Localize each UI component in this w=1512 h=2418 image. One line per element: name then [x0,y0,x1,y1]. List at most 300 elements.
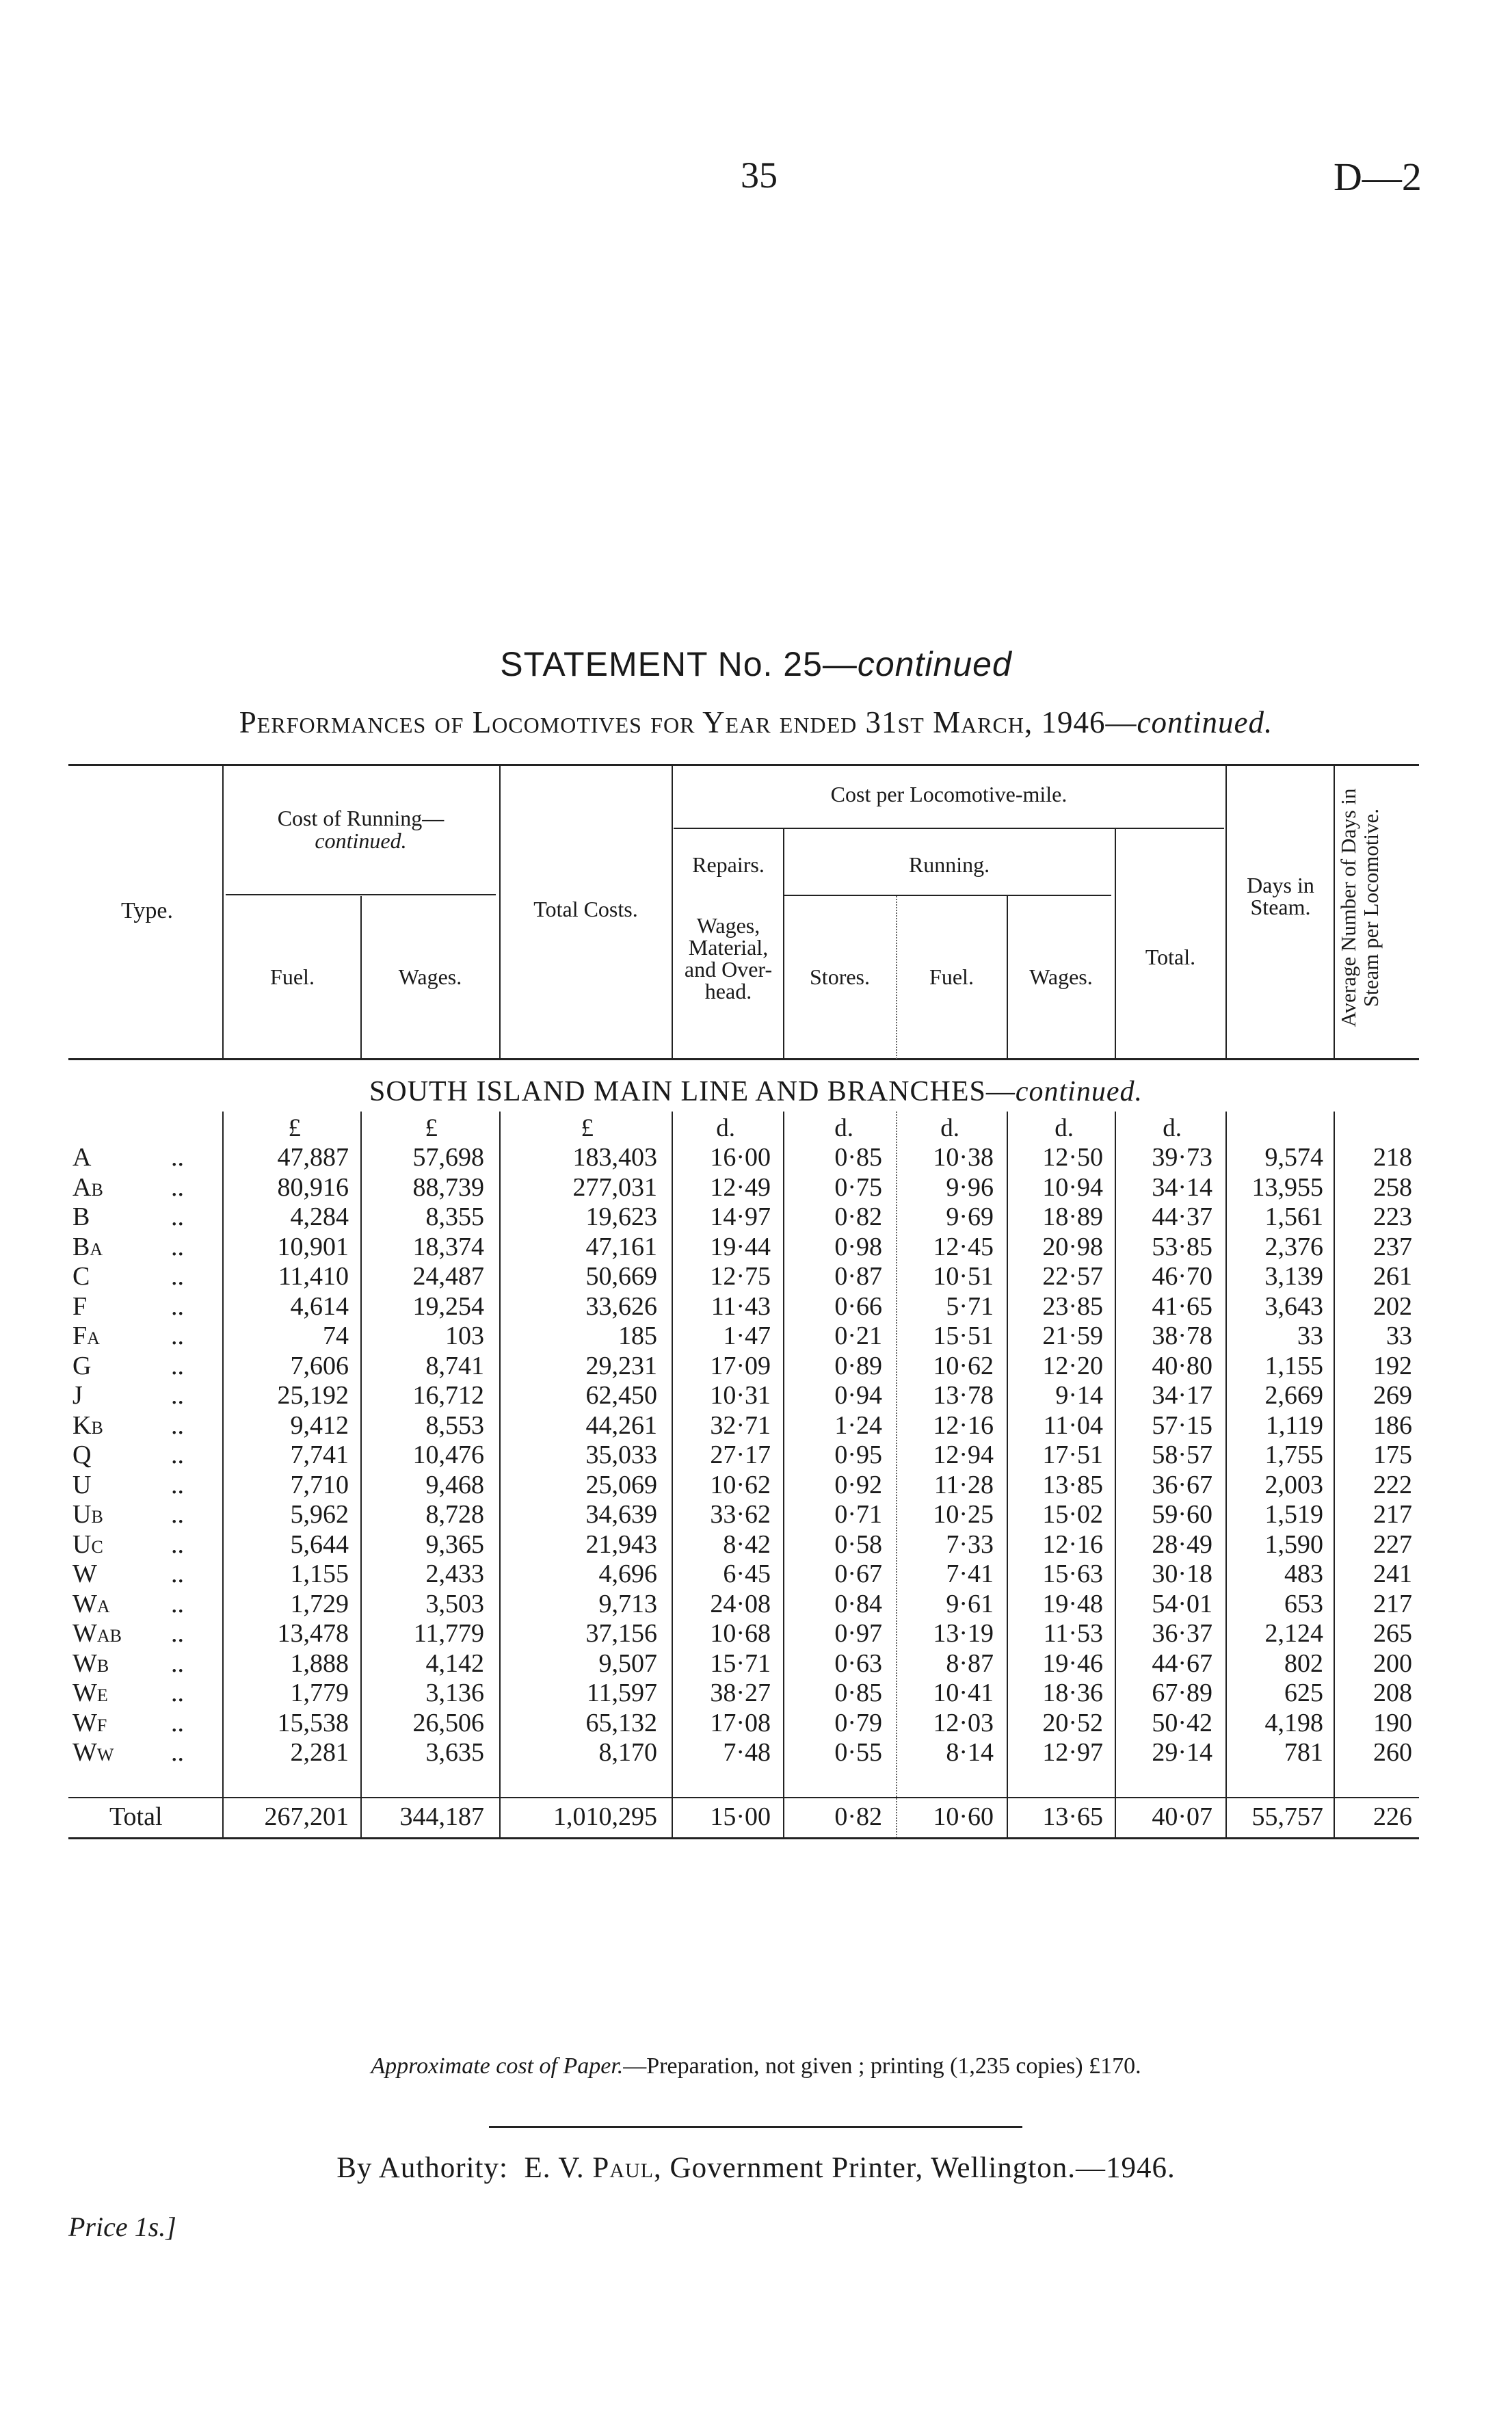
locomotive-type [72,1232,103,1262]
leader-dots: .. [171,1381,184,1410]
cell-days: 2,669 [1264,1381,1323,1410]
locomotive-type [72,1618,122,1648]
cell-total-costs: 11,597 [586,1679,657,1707]
cell-fuel: 80,916 [277,1172,349,1202]
locomotive-type-class: U [72,1529,92,1559]
cell-fuel: 4,614 [290,1291,349,1321]
cell-repairs: 12·49 [710,1172,771,1202]
price: Price 1s.] [68,2211,176,2242]
unit-wages: £ [425,1114,438,1142]
statement-title [0,644,1512,684]
cell-days: 3,139 [1264,1262,1323,1291]
locomotive-type-subclass: W [96,1745,114,1765]
table-row [0,1410,1512,1440]
table-row [0,1172,1512,1202]
cell-total-costs: 8,170 [598,1738,657,1767]
table-row [0,1737,1512,1767]
header-vline [222,766,224,1059]
cell-repairs: 10·62 [710,1470,771,1499]
cell-run-fuel: 9·96 [946,1172,994,1202]
total-wages: 344,187 [399,1802,484,1831]
cell-run-wages: 12·50 [1042,1143,1103,1172]
cell-fuel: 5,962 [290,1500,349,1529]
header-bottom-rule [68,1058,1419,1060]
leader-dots: .. [171,1560,184,1588]
cell-stores: 0·67 [834,1560,882,1588]
locomotive-type-subclass: AB [96,1626,122,1646]
cell-run-fuel: 7·41 [946,1560,994,1588]
cell-wages: 11,779 [413,1619,484,1648]
cell-stores: 0·95 [834,1441,882,1469]
authority-name: E. V. Paul [524,2152,654,2184]
cell-repairs: 24·08 [710,1589,771,1618]
cell-total-costs: 4,696 [598,1560,657,1588]
header-vline [783,829,784,1059]
col-header-total-costs: Total Costs. [533,897,638,921]
cell-stores: 1·24 [834,1410,882,1440]
cell-total-costs: 44,261 [585,1410,657,1440]
paper-cost-label: Approximate cost of Paper. [371,2053,624,2079]
cell-avg: 223 [1373,1203,1412,1231]
cell-stores: 0·98 [834,1232,882,1261]
cell-fuel: 10,901 [277,1232,349,1261]
cell-wages: 3,503 [425,1589,484,1618]
total-avg: 226 [1373,1802,1412,1831]
cell-total: 53·85 [1152,1232,1212,1261]
authority-suffix: , Government Printer, Wellington.—1946. [654,2152,1176,2184]
cell-total: 54·01 [1152,1589,1212,1618]
cell-run-wages: 12·16 [1042,1529,1103,1559]
cell-avg: 227 [1373,1529,1412,1559]
total-run-fuel: 10·60 [933,1802,994,1831]
leader-dots: .. [171,1172,184,1202]
cell-total: 40·80 [1152,1351,1212,1380]
cell-repairs: 33·62 [710,1500,771,1529]
col-header-total: Total. [1145,945,1196,969]
leader-dots: .. [171,1203,184,1231]
table-row [0,1499,1512,1529]
cell-stores: 0·82 [834,1203,882,1231]
header-vline [360,896,362,1059]
total-total-costs: 1,010,295 [553,1802,657,1831]
cell-stores: 0·92 [834,1470,882,1499]
total-label: Total [109,1802,163,1831]
cell-total: 36·67 [1152,1470,1212,1499]
cell-stores: 0·87 [834,1262,882,1291]
col-header-repairs: Repairs. [692,852,765,877]
table-row [0,1232,1512,1261]
cell-run-fuel: 12·03 [933,1708,994,1737]
section-heading [0,1075,1512,1108]
cell-total-costs: 25,069 [585,1470,657,1499]
cell-run-fuel: 11·28 [933,1470,994,1499]
cell-repairs: 19·44 [710,1232,771,1261]
unit-run-wages: d. [1055,1114,1074,1142]
locomotive-type-subclass: B [96,1655,109,1676]
table-row [0,1440,1512,1469]
cell-total-costs: 19,623 [585,1203,657,1231]
cell-run-wages: 15·02 [1042,1500,1103,1529]
unit-total-costs: £ [581,1114,594,1142]
cell-total-costs: 29,231 [585,1351,657,1380]
cell-fuel: 1,155 [290,1560,349,1588]
locomotive-type [72,1351,91,1381]
cell-days: 2,376 [1264,1232,1323,1261]
cell-total-costs: 9,713 [598,1589,657,1618]
cell-run-fuel: 5·71 [946,1291,994,1321]
table-row [0,1291,1512,1321]
cell-days: 1,119 [1265,1410,1323,1440]
cell-fuel: 4,284 [290,1203,349,1231]
cell-run-wages: 9·14 [1055,1381,1103,1410]
cell-days: 3,643 [1264,1291,1323,1321]
cell-avg: 186 [1373,1410,1412,1440]
cell-total: 36·37 [1152,1619,1212,1648]
locomotive-type [72,1737,114,1767]
cell-days: 4,198 [1264,1708,1323,1737]
leader-dots: .. [171,1291,184,1321]
cell-run-wages: 11·53 [1043,1619,1103,1648]
cell-avg: 175 [1373,1441,1412,1469]
cell-fuel: 7,710 [290,1470,349,1499]
cell-fuel: 25,192 [277,1381,349,1410]
cell-total: 38·78 [1152,1322,1212,1350]
header-vline [672,766,673,1059]
cell-run-fuel: 10·25 [933,1500,994,1529]
header-vline [1007,896,1008,1059]
header-vline [1115,829,1116,1059]
cell-run-fuel: 12·45 [933,1232,994,1261]
table-row [0,1559,1512,1588]
cell-wages: 26,506 [412,1708,484,1737]
cell-avg: 258 [1373,1172,1412,1202]
cell-avg: 218 [1373,1143,1412,1172]
cell-run-fuel: 12·16 [933,1410,994,1440]
cell-fuel: 74 [323,1322,349,1350]
cell-run-wages: 18·89 [1042,1203,1103,1231]
cell-repairs: 17·08 [710,1708,771,1737]
locomotive-type [72,1142,91,1172]
cell-fuel: 15,538 [277,1708,349,1737]
leader-dots: .. [171,1708,184,1737]
leader-dots: .. [171,1410,184,1440]
cell-run-wages: 13·85 [1042,1470,1103,1499]
cell-repairs: 17·09 [710,1351,771,1380]
cell-repairs: 27·17 [710,1441,771,1469]
section-heading-prefix: SOUTH ISLAND MAIN LINE AND BRANCHES— [369,1076,1016,1107]
cell-stores: 0·75 [834,1172,882,1202]
cell-repairs: 11·43 [711,1291,771,1321]
cell-total-costs: 47,161 [585,1232,657,1261]
total-repairs: 15·00 [710,1802,771,1831]
cell-repairs: 15·71 [710,1648,771,1678]
col-header-cost-of-running: Cost of Running— [277,806,445,830]
col-header-avg-days: Average Number of Days in Steam per Locomotive. [1336,788,1383,1027]
cell-run-fuel: 10·41 [933,1679,994,1707]
locomotive-type-class: W [72,1708,97,1737]
cell-repairs: 1·47 [723,1322,771,1350]
table-row [0,1351,1512,1380]
cell-days: 1,155 [1264,1351,1323,1380]
cell-total: 46·70 [1152,1262,1212,1291]
cell-run-fuel: 9·69 [946,1203,994,1231]
cell-avg: 192 [1373,1351,1412,1380]
cell-run-wages: 15·63 [1042,1560,1103,1588]
locomotive-type [72,1172,103,1203]
cell-days: 9,574 [1264,1143,1323,1172]
cell-wages: 4,142 [425,1648,484,1678]
locomotive-type-class: A [72,1143,92,1172]
leader-dots: .. [171,1232,184,1261]
statement-title-prefix: STATEMENT No. 25— [500,645,858,683]
table-title [0,705,1512,740]
locomotive-type-subclass: A [87,1328,100,1348]
cost-running-divider [226,894,496,895]
cell-wages: 8,355 [425,1203,484,1231]
section-heading-suffix: continued. [1015,1076,1143,1107]
table-top-rule [68,764,1419,766]
cell-fuel: 1,888 [290,1648,349,1678]
locomotive-type-class: A [72,1172,92,1202]
cell-total: 28·49 [1152,1529,1212,1559]
locomotive-type-class: J [72,1381,83,1410]
cell-total-costs: 277,031 [572,1172,657,1202]
cell-total: 29·14 [1152,1738,1212,1767]
cell-stores: 0·55 [834,1738,882,1767]
cell-wages: 8,553 [425,1410,484,1440]
cell-run-fuel: 15·51 [933,1322,994,1350]
cell-total-costs: 185 [618,1322,657,1350]
cell-days: 625 [1284,1679,1323,1707]
table-row [0,1529,1512,1559]
locomotive-type [72,1529,103,1560]
locomotive-type-class: B [72,1232,90,1261]
cell-fuel: 5,644 [290,1529,349,1559]
locomotive-type-subclass: A [96,1596,110,1616]
cell-days: 1,590 [1264,1529,1323,1559]
header-vline-dotted [896,896,897,1059]
cell-avg: 237 [1373,1232,1412,1261]
cell-days: 483 [1284,1560,1323,1588]
locomotive-type [72,1589,110,1619]
locomotive-type [72,1499,103,1529]
cell-avg: 33 [1386,1322,1412,1350]
total-row [0,1802,1512,1833]
cell-total: 50·42 [1152,1708,1212,1737]
cell-total: 39·73 [1152,1143,1212,1172]
locomotive-type-subclass: C [91,1536,103,1557]
cell-wages: 2,433 [425,1560,484,1588]
cell-total-costs: 37,156 [585,1619,657,1648]
cell-fuel: 1,779 [290,1679,349,1707]
cell-avg: 217 [1373,1589,1412,1618]
locomotive-type [72,1708,107,1738]
col-header-run-wages: Wages. [1029,964,1093,989]
locomotive-type [72,1202,90,1232]
table-row [0,1380,1512,1410]
leader-dots: .. [171,1738,184,1767]
cell-run-wages: 11·04 [1043,1410,1103,1440]
cell-avg: 217 [1373,1500,1412,1529]
cell-run-wages: 12·20 [1042,1351,1103,1380]
cell-avg: 260 [1373,1738,1412,1767]
cell-wages: 16,712 [412,1381,484,1410]
cell-total-costs: 21,943 [585,1529,657,1559]
locomotive-type-class: K [72,1410,92,1440]
cell-run-fuel: 7·33 [946,1529,994,1559]
cell-run-wages: 10·94 [1042,1172,1103,1202]
table-row [0,1321,1512,1350]
locomotive-type [72,1470,91,1500]
cell-total: 34·17 [1152,1381,1212,1410]
cell-run-wages: 20·98 [1042,1232,1103,1261]
cell-run-fuel: 10·51 [933,1262,994,1291]
cell-run-wages: 17·51 [1042,1441,1103,1469]
cell-wages: 19,254 [412,1291,484,1321]
cell-fuel: 47,887 [277,1143,349,1172]
table-row [0,1202,1512,1231]
leader-dots: .. [171,1500,184,1529]
locomotive-type [72,1261,90,1291]
cell-avg: 261 [1373,1262,1412,1291]
cell-run-wages: 23·85 [1042,1291,1103,1321]
table-row [0,1589,1512,1618]
header-vline [1225,766,1227,1059]
header-vline [1334,766,1335,1059]
cell-wages: 3,136 [425,1679,484,1707]
total-rule [68,1797,1419,1798]
cell-days: 2,124 [1264,1619,1323,1648]
col-header-wages: Wages. [398,964,462,989]
col-header-days-in-steam: Days in Steam. [1247,873,1314,919]
cell-total: 34·14 [1152,1172,1212,1202]
col-header-run-fuel: Fuel. [929,964,974,989]
cell-stores: 0·85 [834,1143,882,1172]
cell-run-fuel: 9·61 [946,1589,994,1618]
leader-dots: .. [171,1648,184,1678]
cell-fuel: 13,478 [277,1619,349,1648]
cell-run-fuel: 12·94 [933,1441,994,1469]
locomotive-type-subclass: F [96,1715,107,1735]
cell-avg: 265 [1373,1619,1412,1648]
cell-fuel: 1,729 [290,1589,349,1618]
locomotive-type-subclass: B [91,1417,103,1438]
locomotive-type-class: W [72,1619,97,1648]
locomotive-type-subclass: B [91,1507,103,1527]
locomotive-type-subclass: A [90,1239,103,1259]
locomotive-type-class: W [72,1589,97,1618]
locomotive-type [72,1380,83,1410]
table-title-prefix: Performances of Locomotives for Year ended 31st March, 1946— [239,705,1137,739]
cell-days: 653 [1284,1589,1323,1618]
cell-wages: 103 [445,1322,484,1350]
cell-stores: 0·94 [834,1381,882,1410]
cell-run-fuel: 10·38 [933,1143,994,1172]
cell-total-costs: 65,132 [585,1708,657,1737]
page-number: 35 [741,155,778,196]
table-row [0,1261,1512,1291]
table-title-suffix: continued. [1137,705,1273,739]
cell-stores: 0·66 [834,1291,882,1321]
locomotive-type-class: W [72,1560,97,1588]
cell-wages: 24,487 [412,1262,484,1291]
leader-dots: .. [171,1262,184,1291]
locomotive-type-class: B [72,1203,90,1231]
cell-avg: 241 [1373,1560,1412,1588]
cell-stores: 0·79 [834,1708,882,1737]
locomotive-type-class: G [72,1351,92,1380]
cell-avg: 269 [1373,1381,1412,1410]
leader-dots: .. [171,1529,184,1559]
cell-wages: 9,365 [425,1529,484,1559]
locomotive-type-subclass: E [96,1685,108,1705]
cell-repairs: 8·42 [723,1529,771,1559]
locomotive-type-class: C [72,1262,90,1291]
cell-fuel: 11,410 [278,1262,349,1291]
cell-total: 57·15 [1152,1410,1212,1440]
cell-wages: 9,468 [425,1470,484,1499]
cell-days: 1,519 [1264,1500,1323,1529]
locomotive-type-class: W [72,1648,97,1678]
cell-stores: 0·84 [834,1589,882,1618]
locomotive-type-class: W [72,1679,97,1707]
cell-days: 1,561 [1264,1203,1323,1231]
document-code: D—2 [1334,155,1422,199]
locomotive-type-class: U [72,1470,92,1499]
unit-fuel: £ [288,1114,301,1142]
unit-total: d. [1163,1114,1182,1142]
cell-run-wages: 19·48 [1042,1589,1103,1618]
col-header-cost-of-running-continued: continued. [315,828,407,853]
cell-days: 2,003 [1264,1470,1323,1499]
cell-run-fuel: 10·62 [933,1351,994,1380]
col-header-repairs-sub: Wages, Material, and Over- head. [684,913,773,1003]
cell-repairs: 38·27 [710,1679,771,1707]
cell-repairs: 32·71 [710,1410,771,1440]
cell-total: 41·65 [1152,1291,1212,1321]
col-header-cost-per-mile: Cost per Locomotive-mile. [830,782,1067,806]
cell-run-wages: 21·59 [1042,1322,1103,1350]
cell-wages: 88,739 [412,1172,484,1202]
locomotive-type-class: F [72,1322,88,1350]
cell-days: 781 [1284,1738,1323,1767]
running-divider [784,895,1111,896]
leader-dots: .. [171,1470,184,1499]
cell-repairs: 10·31 [710,1381,771,1410]
cell-run-wages: 19·46 [1042,1648,1103,1678]
cell-total: 67·89 [1152,1679,1212,1707]
cell-repairs: 7·48 [723,1738,771,1767]
cell-days: 33 [1297,1322,1323,1350]
cell-stores: 0·85 [834,1679,882,1707]
leader-dots: .. [171,1619,184,1648]
table-bottom-rule [68,1837,1419,1839]
locomotive-type-subclass: B [91,1179,103,1200]
table-row [0,1708,1512,1737]
cell-total-costs: 9,507 [598,1648,657,1678]
cell-total-costs: 50,669 [585,1262,657,1291]
cell-fuel: 2,281 [290,1738,349,1767]
cell-avg: 222 [1373,1470,1412,1499]
cell-avg: 208 [1373,1679,1412,1707]
col-header-fuel: Fuel. [270,964,315,989]
cell-stores: 0·71 [834,1500,882,1529]
cell-repairs: 6·45 [723,1560,771,1588]
locomotive-type [72,1559,97,1589]
authority-line [0,2151,1512,2185]
cell-stores: 0·97 [834,1619,882,1648]
table-row [0,1678,1512,1707]
